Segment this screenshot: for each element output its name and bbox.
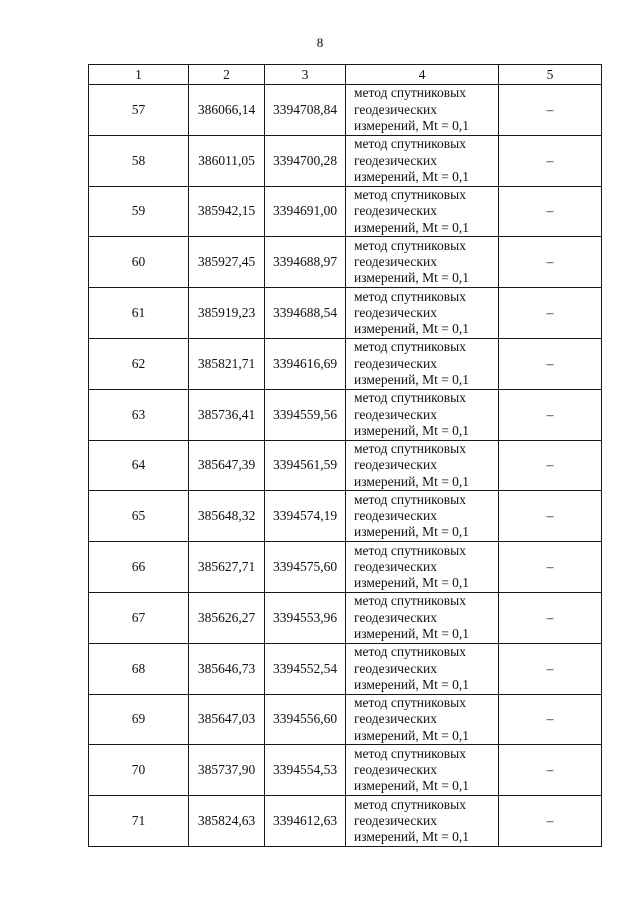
y-coordinate-cell: 3394708,84 <box>265 85 346 136</box>
method-line: метод спутниковых <box>354 745 466 761</box>
method-line: измерений, Mt = 0,1 <box>354 118 470 134</box>
method-line: метод спутниковых <box>354 237 466 253</box>
note-cell: – <box>499 237 602 288</box>
table-row <box>89 542 602 593</box>
method-cell <box>346 135 499 186</box>
method-cell <box>346 85 499 136</box>
table-row <box>89 186 602 237</box>
table-row <box>89 135 602 186</box>
table-row <box>89 796 602 847</box>
y-coordinate-cell: 3394554,53 <box>265 745 346 796</box>
method-line: измерений, Mt = 0,1 <box>354 676 470 692</box>
table-row <box>89 389 602 440</box>
y-coordinate-cell: 3394561,59 <box>265 440 346 491</box>
note-cell: – <box>499 85 602 136</box>
x-coordinate-cell: 385627,71 <box>189 542 265 593</box>
point-number-cell: 65 <box>89 491 189 542</box>
point-number-cell: 67 <box>89 592 189 643</box>
x-coordinate-cell: 385821,71 <box>189 338 265 389</box>
point-number-cell: 69 <box>89 694 189 745</box>
x-coordinate-cell: 385919,23 <box>189 288 265 339</box>
y-coordinate-cell: 3394559,56 <box>265 389 346 440</box>
note-cell: – <box>499 288 602 339</box>
method-line: геодезических <box>354 406 437 422</box>
method-line: измерений, Mt = 0,1 <box>354 626 470 642</box>
table-row <box>89 643 602 694</box>
method-line: метод спутниковых <box>354 542 466 558</box>
method-cell <box>346 694 499 745</box>
table-row <box>89 440 602 491</box>
table-body <box>89 85 602 847</box>
x-coordinate-cell: 385927,45 <box>189 237 265 288</box>
column-header: 2 <box>189 65 265 85</box>
x-coordinate-cell: 385646,73 <box>189 643 265 694</box>
method-line: геодезических <box>354 660 437 676</box>
page-number: 8 <box>316 35 324 50</box>
note-cell: – <box>499 491 602 542</box>
method-line: геодезических <box>354 711 437 727</box>
y-coordinate-cell: 3394556,60 <box>265 694 346 745</box>
x-coordinate-cell: 385648,32 <box>189 491 265 542</box>
method-line: метод спутниковых <box>354 390 466 406</box>
note-cell: – <box>499 592 602 643</box>
table-row <box>89 592 602 643</box>
coordinates-table <box>88 64 602 847</box>
y-coordinate-cell: 3394574,19 <box>265 491 346 542</box>
method-line: геодезических <box>354 152 437 168</box>
note-cell: – <box>499 643 602 694</box>
method-line: метод спутниковых <box>354 288 466 304</box>
column-header: 1 <box>89 65 189 85</box>
note-cell: – <box>499 338 602 389</box>
note-cell: – <box>499 440 602 491</box>
note-cell: – <box>499 186 602 237</box>
method-line: геодезических <box>354 508 437 524</box>
method-line: метод спутниковых <box>354 491 466 507</box>
method-cell <box>346 186 499 237</box>
y-coordinate-cell: 3394612,63 <box>265 796 346 847</box>
note-cell: – <box>499 389 602 440</box>
method-cell <box>346 237 499 288</box>
method-line: метод спутниковых <box>354 187 466 203</box>
method-line: измерений, Mt = 0,1 <box>354 524 470 540</box>
column-header: 5 <box>499 65 602 85</box>
method-line: метод спутниковых <box>354 796 466 812</box>
x-coordinate-cell: 385736,41 <box>189 389 265 440</box>
method-line: метод спутниковых <box>354 441 466 457</box>
table-row <box>89 338 602 389</box>
x-coordinate-cell: 385942,15 <box>189 186 265 237</box>
column-header: 3 <box>265 65 346 85</box>
method-line: измерений, Mt = 0,1 <box>354 575 470 591</box>
point-number-cell: 64 <box>89 440 189 491</box>
y-coordinate-cell: 3394688,97 <box>265 237 346 288</box>
point-number-cell: 66 <box>89 542 189 593</box>
method-line: измерений, Mt = 0,1 <box>354 473 470 489</box>
note-cell: – <box>499 745 602 796</box>
method-line: геодезических <box>354 304 437 320</box>
method-line: измерений, Mt = 0,1 <box>354 168 470 184</box>
method-line: измерений, Mt = 0,1 <box>354 778 470 794</box>
note-cell: – <box>499 796 602 847</box>
method-line: геодезических <box>354 609 437 625</box>
method-line: измерений, Mt = 0,1 <box>354 727 470 743</box>
method-line: измерений, Mt = 0,1 <box>354 422 470 438</box>
x-coordinate-cell: 385824,63 <box>189 796 265 847</box>
y-coordinate-cell: 3394688,54 <box>265 288 346 339</box>
method-line: метод спутниковых <box>354 136 466 152</box>
y-coordinate-cell: 3394553,96 <box>265 592 346 643</box>
table-row <box>89 237 602 288</box>
x-coordinate-cell: 386066,14 <box>189 85 265 136</box>
method-line: геодезических <box>354 254 437 270</box>
method-line: измерений, Mt = 0,1 <box>354 321 470 337</box>
point-number-cell: 60 <box>89 237 189 288</box>
method-cell <box>346 542 499 593</box>
point-number-cell: 62 <box>89 338 189 389</box>
method-cell <box>346 389 499 440</box>
table-header-row <box>89 65 602 85</box>
method-cell <box>346 288 499 339</box>
method-cell <box>346 338 499 389</box>
point-number-cell: 70 <box>89 745 189 796</box>
note-cell: – <box>499 542 602 593</box>
point-number-cell: 57 <box>89 85 189 136</box>
method-line: геодезических <box>354 812 437 828</box>
method-line: метод спутниковых <box>354 339 466 355</box>
point-number-cell: 71 <box>89 796 189 847</box>
method-cell <box>346 796 499 847</box>
column-header: 4 <box>346 65 499 85</box>
table-row <box>89 288 602 339</box>
method-line: метод спутниковых <box>354 593 466 609</box>
point-number-cell: 68 <box>89 643 189 694</box>
y-coordinate-cell: 3394700,28 <box>265 135 346 186</box>
x-coordinate-cell: 385647,03 <box>189 694 265 745</box>
method-cell <box>346 440 499 491</box>
y-coordinate-cell: 3394616,69 <box>265 338 346 389</box>
x-coordinate-cell: 385626,27 <box>189 592 265 643</box>
method-cell <box>346 745 499 796</box>
table-row <box>89 745 602 796</box>
method-line: измерений, Mt = 0,1 <box>354 270 470 286</box>
table-row <box>89 694 602 745</box>
y-coordinate-cell: 3394575,60 <box>265 542 346 593</box>
method-cell <box>346 643 499 694</box>
point-number-cell: 59 <box>89 186 189 237</box>
method-line: геодезических <box>354 558 437 574</box>
x-coordinate-cell: 386011,05 <box>189 135 265 186</box>
method-line: геодезических <box>354 101 437 117</box>
point-number-cell: 61 <box>89 288 189 339</box>
method-line: метод спутниковых <box>354 695 466 711</box>
method-line: метод спутниковых <box>354 85 466 101</box>
method-line: геодезических <box>354 457 437 473</box>
point-number-cell: 58 <box>89 135 189 186</box>
method-line: измерений, Mt = 0,1 <box>354 372 470 388</box>
method-line: метод спутниковых <box>354 644 466 660</box>
note-cell: – <box>499 135 602 186</box>
method-line: геодезических <box>354 203 437 219</box>
y-coordinate-cell: 3394552,54 <box>265 643 346 694</box>
method-cell <box>346 491 499 542</box>
method-line: геодезических <box>354 355 437 371</box>
point-number-cell: 63 <box>89 389 189 440</box>
x-coordinate-cell: 385737,90 <box>189 745 265 796</box>
method-cell <box>346 592 499 643</box>
method-line: геодезических <box>354 762 437 778</box>
method-line: измерений, Mt = 0,1 <box>354 219 470 235</box>
table-row <box>89 85 602 136</box>
table-row <box>89 491 602 542</box>
y-coordinate-cell: 3394691,00 <box>265 186 346 237</box>
x-coordinate-cell: 385647,39 <box>189 440 265 491</box>
note-cell: – <box>499 694 602 745</box>
method-line: измерений, Mt = 0,1 <box>354 829 470 845</box>
